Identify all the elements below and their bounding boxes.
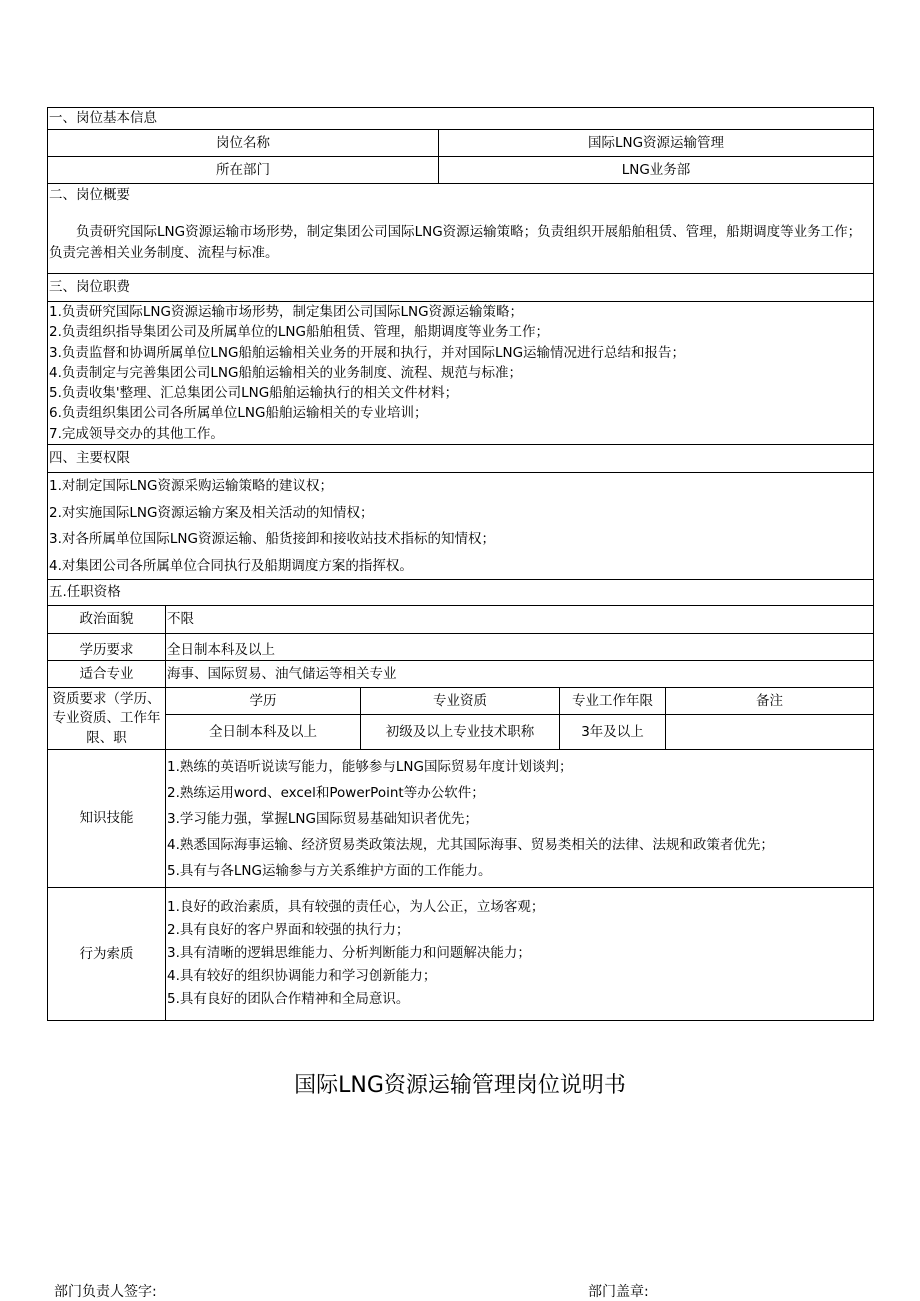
authority-list	[48, 473, 874, 580]
authority-item: 2.对实施国际LNG资源运输方案及相关活动的知情权；	[49, 504, 374, 521]
skill-item: 2.熟练运用word、excel和PowerPoint等办公软件；	[167, 784, 485, 801]
qual-value-education: 全日制本科及以上	[166, 715, 361, 750]
document-title: 国际LNG资源运输管理岗位说明书	[294, 1073, 626, 1098]
qual-header-years: 专业工作年限	[560, 688, 666, 715]
behavior-label: 行为索质	[48, 888, 166, 1021]
education-label: 学历要求	[48, 634, 166, 661]
section-overview	[48, 184, 874, 274]
duty-item: 6.负责组织集团公司各所属单位LNG船舶运输相关的专业培训；	[49, 405, 428, 422]
behavior-item: 4.具有较好的组织协调能力和学习创新能力；	[167, 968, 437, 985]
qual-value-professional: 初级及以上专业技术职称	[361, 715, 560, 750]
qual-header-education: 学历	[166, 688, 361, 715]
behavior-item: 1.良好的政治素质，具有较强的责任心，为人公正，立场客观；	[167, 899, 545, 916]
skills-label: 知识技能	[48, 750, 166, 888]
dept-head-signature-label: 部门负责人签字:	[54, 1284, 157, 1300]
duties-list	[48, 302, 874, 445]
behavior-item: 3.具有清晰的逻辑思维能力、分析判断能力和问题解决能力；	[167, 945, 531, 962]
education-value: 全日制本科及以上	[166, 634, 874, 661]
authority-item: 1.对制定国际LNG资源采购运输策略的建议权；	[49, 478, 333, 495]
skill-item: 5.具有与各LNG运输参与方关系维护方面的工作能力。	[167, 862, 492, 879]
major-value: 海事、国际贸易、油气储运等相关专业	[166, 661, 874, 688]
qualification-label: 资质要求（学历、专业资质、工作年限、职	[48, 688, 166, 750]
qual-header-remarks: 备注	[666, 688, 874, 715]
department-label: 所在部门	[48, 157, 439, 184]
skill-item: 1.熟练的英语听说读写能力，能够参与LNG国际贸易年度计划谈判；	[167, 758, 573, 775]
qual-value-remarks	[666, 715, 874, 750]
duty-item: 4.负责制定与完善集团公司LNG船舶运输相关的业务制度、流程、规范与标准；	[49, 364, 522, 381]
position-name-value: 国际LNG资源运输管理	[439, 130, 874, 157]
overview-text: 负责研究国际LNG资源运输市场形势，制定集团公司国际LNG资源运输策略；负责组织开展船舶租赁、管理，船期调度等业务工作；负责完善相关业务制度、流程与标准。	[49, 224, 862, 261]
behavior-item: 2.具有良好的客户界面和较强的执行力；	[167, 922, 410, 939]
politics-label: 政治面貌	[48, 606, 166, 634]
section-authority-header: 四、主要权限	[48, 445, 874, 473]
qual-value-years: 3年及以上	[560, 715, 666, 750]
section-duties-header: 三、岗位职费	[48, 274, 874, 302]
qual-header-professional: 专业资质	[361, 688, 560, 715]
duty-item: 3.负责监督和协调所属单位LNG船舶运输相关业务的开展和执行，并对国际LNG运输情况进行总结和报告；	[49, 344, 686, 361]
authority-item: 3.对各所属单位国际LNG资源运输、船货接卸和接收站技术指标的知情权；	[49, 531, 495, 548]
duty-item: 1.负责研究国际LNG资源运输市场形势，制定集团公司国际LNG资源运输策略；	[49, 304, 524, 320]
position-name-label: 岗位名称	[48, 130, 439, 157]
skill-item: 4.熟悉国际海事运输、经济贸易类政策法规，尤其国际海事、贸易类相关的法律、法规和政策者优先；	[167, 836, 774, 853]
duty-item: 2.负责组织指导集团公司及所属单位的LNG船舶租赁、管理，船期调度等业务工作；	[49, 324, 549, 341]
skills-list	[166, 750, 874, 888]
behavior-item: 5.具有良好的团队合作精神和全局意识。	[167, 991, 410, 1008]
section-basic-info-header: 一、岗位基本信息	[48, 108, 874, 130]
job-description-table	[47, 107, 874, 1021]
duty-item: 5.负责收集'整理、汇总集团公司LNG船舶运输执行的相关文件材料；	[49, 385, 459, 402]
dept-seal-label: 部门盖章:	[588, 1284, 649, 1300]
duty-item: 7.完成领导交办的其他工作。	[49, 425, 224, 442]
major-label: 适合专业	[48, 661, 166, 688]
department-value: LNG业务部	[439, 157, 874, 184]
behavior-list	[166, 888, 874, 1021]
skill-item: 3.学习能力强，掌握LNG国际贸易基础知识者优先；	[167, 810, 478, 827]
politics-value: 不限	[166, 606, 874, 634]
section-qualification-header: 五.任职资格	[48, 580, 874, 606]
authority-item: 4.对集团公司各所属单位合同执行及船期调度方案的指挥权。	[49, 557, 413, 574]
section-overview-header: 二、岗位概要	[49, 187, 130, 203]
